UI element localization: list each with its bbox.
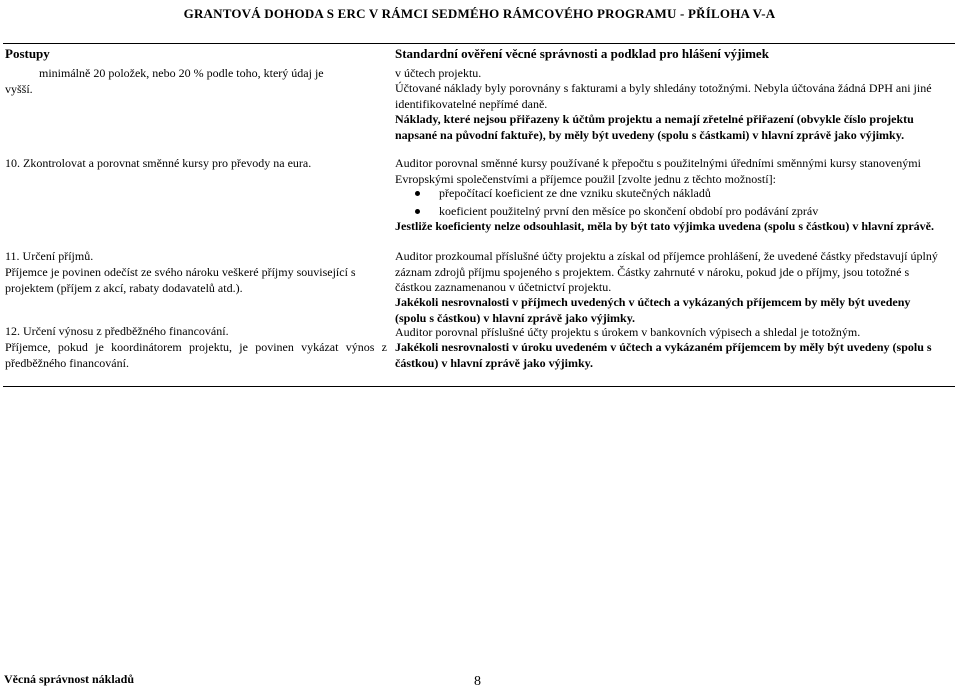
verification-exception-income: Jakékoli nesrovnalosti v příjmech uvedených v účtech a vykázaných příjemcem by měly být uvedeny (spolu s částkou) v hlavní zprávě jako výjimky. xyxy=(395,295,911,325)
verification-column xyxy=(395,44,955,386)
exchange-rate-options-list xyxy=(395,186,818,222)
bullet-icon xyxy=(415,191,420,196)
page-number: 8 xyxy=(474,674,481,689)
verification-text-income: Auditor prozkoumal příslušné účty projektu a získal od příjemce prohlášení, že uvedené částky představují úplný záznam zdrojů příjmu spojeného s projektem. Částky zahrnuté v nároku, pokud jde o příjmy, jsou totožné s částkou zaznamenanou v účetnictví projektu. xyxy=(395,249,938,294)
procedures-table xyxy=(3,43,955,387)
verification-exception-interest: Jakékoli nesrovnalosti v úroku uvedeném v účtech a vykázaném příjemcem by měly být uvedeny (spolu s částkou) v hlavní zprávě jako výjimky. xyxy=(395,340,932,370)
procedure-item-11-title: 11. Určení příjmů. xyxy=(5,249,94,263)
list-item: koeficient použitelný první den měsíce po skončení období pro podávání zpráv xyxy=(395,204,818,222)
verification-text-interest: Auditor porovnal příslušné účty projektu s úrokem v bankovních výpisech a shledal je totožným. xyxy=(395,325,861,339)
verification-text-accounts: v účtech projektu. xyxy=(395,66,482,80)
verification-text-exchange-rates: Auditor porovnal směnné kursy používané k přepočtu s použitelnými úředními směnnými kursy stanovenými Evropskými společenstvími a příjemce použil [zvolte jednu z těchto možností]: xyxy=(395,156,921,186)
procedures-column xyxy=(3,44,391,386)
procedures-column-header: Postupy xyxy=(5,46,50,61)
procedure-item-10: 10. Zkontrolovat a porovnat směnné kursy pro převody na eura. xyxy=(5,156,312,170)
list-item: přepočítací koeficient ze dne vzniku skutečných nákladů xyxy=(395,186,818,204)
continued-text-line-1: minimálně 20 položek, nebo 20 % podle toho, který údaj je xyxy=(39,66,324,80)
procedure-item-11-text: Příjemce je povinen odečíst ze svého nároku veškeré příjmy související s projektem (příjem z akcí, rabaty dodavatelů atd.). xyxy=(5,265,356,295)
verification-exception-costs: Náklady, které nejsou přiřazeny k účtům projektu a nemají zřetelné přiřazení (obvykle číslo projektu napsané na původní faktuře), by měly být uvedeny (spolu s částkami) v hlavní zprávě jako výjimky. xyxy=(395,112,914,142)
continued-text-line-2: vyšší. xyxy=(5,82,33,96)
procedure-item-12-text: Příjemce, pokud je koordinátorem projektu, je povinen vykázat výnos z předběžného financování. xyxy=(5,340,387,370)
verification-column-header: Standardní ověření věcné správnosti a podklad pro hlášení výjimek xyxy=(395,46,769,61)
verification-text-invoices: Účtované náklady byly porovnány s fakturami a byly shledány totožnými. Nebyla účtována žádná DPH ani jiné identifikovatelné nepřímé daně. xyxy=(395,81,932,111)
footer-section-title: Věcná správnost nákladů xyxy=(4,672,135,686)
bullet-icon xyxy=(415,209,420,214)
page-title: GRANTOVÁ DOHODA S ERC V RÁMCI SEDMÉHO RÁMCOVÉHO PROGRAMU - PŘÍLOHA V-A xyxy=(183,6,776,21)
procedure-item-12-title: 12. Určení výnosu z předběžného financování. xyxy=(5,324,229,338)
verification-exception-exchange-rates: Jestliže koeficienty nelze odsouhlasit, měla by být tato výjimka uvedena (spolu s částkou) v hlavní zprávě. xyxy=(395,219,934,233)
